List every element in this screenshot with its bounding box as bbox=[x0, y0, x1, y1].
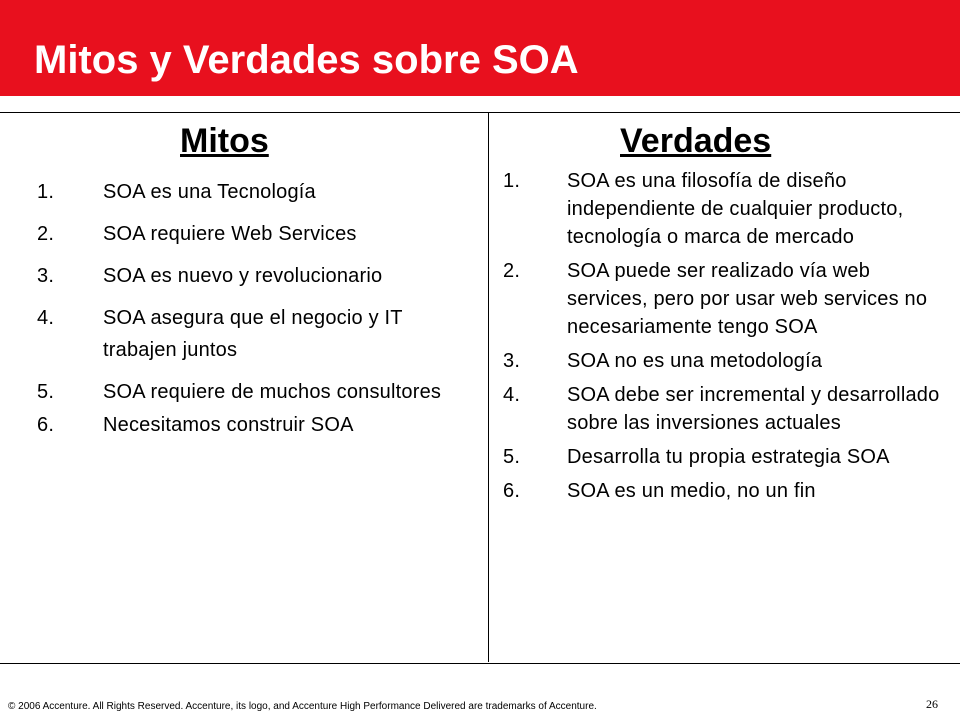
item-number: 3. bbox=[503, 350, 521, 372]
title-banner bbox=[0, 0, 960, 96]
item-number: 3. bbox=[37, 265, 55, 287]
mitos-item bbox=[37, 302, 477, 366]
mitos-item bbox=[37, 376, 477, 408]
verdades-item bbox=[503, 381, 953, 437]
item-number: 6. bbox=[503, 480, 521, 502]
item-number: 5. bbox=[503, 446, 521, 468]
copyright-footer: © 2006 Accenture. All Rights Reserved. Accenture, its logo, and Accenture High Performance Delivered are trademarks of Accenture. bbox=[8, 701, 597, 712]
verdades-item bbox=[503, 477, 953, 505]
verdades-heading: Verdades bbox=[620, 122, 772, 160]
verdades-item bbox=[503, 443, 953, 471]
item-text: SOA requiere de muchos consultores bbox=[103, 381, 442, 403]
page-number: 26 bbox=[926, 697, 938, 711]
item-text: Necesitamos construir SOA bbox=[103, 414, 354, 436]
mitos-heading: Mitos bbox=[180, 122, 269, 160]
item-number: 4. bbox=[503, 384, 521, 406]
item-number: 6. bbox=[37, 414, 55, 436]
mitos-item bbox=[37, 409, 477, 441]
slide-title: Mitos y Verdades sobre SOA bbox=[34, 38, 579, 82]
verdades-item bbox=[503, 167, 953, 251]
item-text: SOA es una filosofía de diseño independiente de cualquier producto, tecnología o marca de mercado bbox=[567, 170, 904, 248]
item-text: SOA es una Tecnología bbox=[103, 181, 316, 203]
mitos-item bbox=[37, 176, 477, 208]
item-text: SOA debe ser incremental y desarrollado sobre las inversiones actuales bbox=[567, 384, 940, 434]
top-divider-line bbox=[0, 112, 960, 113]
verdades-list bbox=[503, 167, 953, 511]
item-number: 2. bbox=[503, 260, 521, 282]
mitos-list bbox=[37, 176, 477, 451]
mitos-item bbox=[37, 218, 477, 250]
item-number: 5. bbox=[37, 381, 55, 403]
item-number: 4. bbox=[37, 307, 55, 329]
mitos-item bbox=[37, 260, 477, 292]
item-number: 1. bbox=[37, 181, 55, 203]
item-text: SOA es un medio, no un fin bbox=[567, 480, 816, 502]
item-text: SOA requiere Web Services bbox=[103, 223, 357, 245]
bottom-divider-line bbox=[0, 663, 960, 664]
item-text: SOA es nuevo y revolucionario bbox=[103, 265, 383, 287]
item-text: SOA asegura que el negocio y IT trabajen juntos bbox=[103, 307, 403, 361]
item-text: SOA puede ser realizado vía web services, pero por usar web services no necesariamente tengo SOA bbox=[567, 260, 928, 338]
item-number: 1. bbox=[503, 170, 521, 192]
column-divider-line bbox=[488, 112, 489, 662]
verdades-item bbox=[503, 347, 953, 375]
item-text: SOA no es una metodología bbox=[567, 350, 823, 372]
item-text: Desarrolla tu propia estrategia SOA bbox=[567, 446, 890, 468]
item-number: 2. bbox=[37, 223, 55, 245]
verdades-item bbox=[503, 257, 953, 341]
